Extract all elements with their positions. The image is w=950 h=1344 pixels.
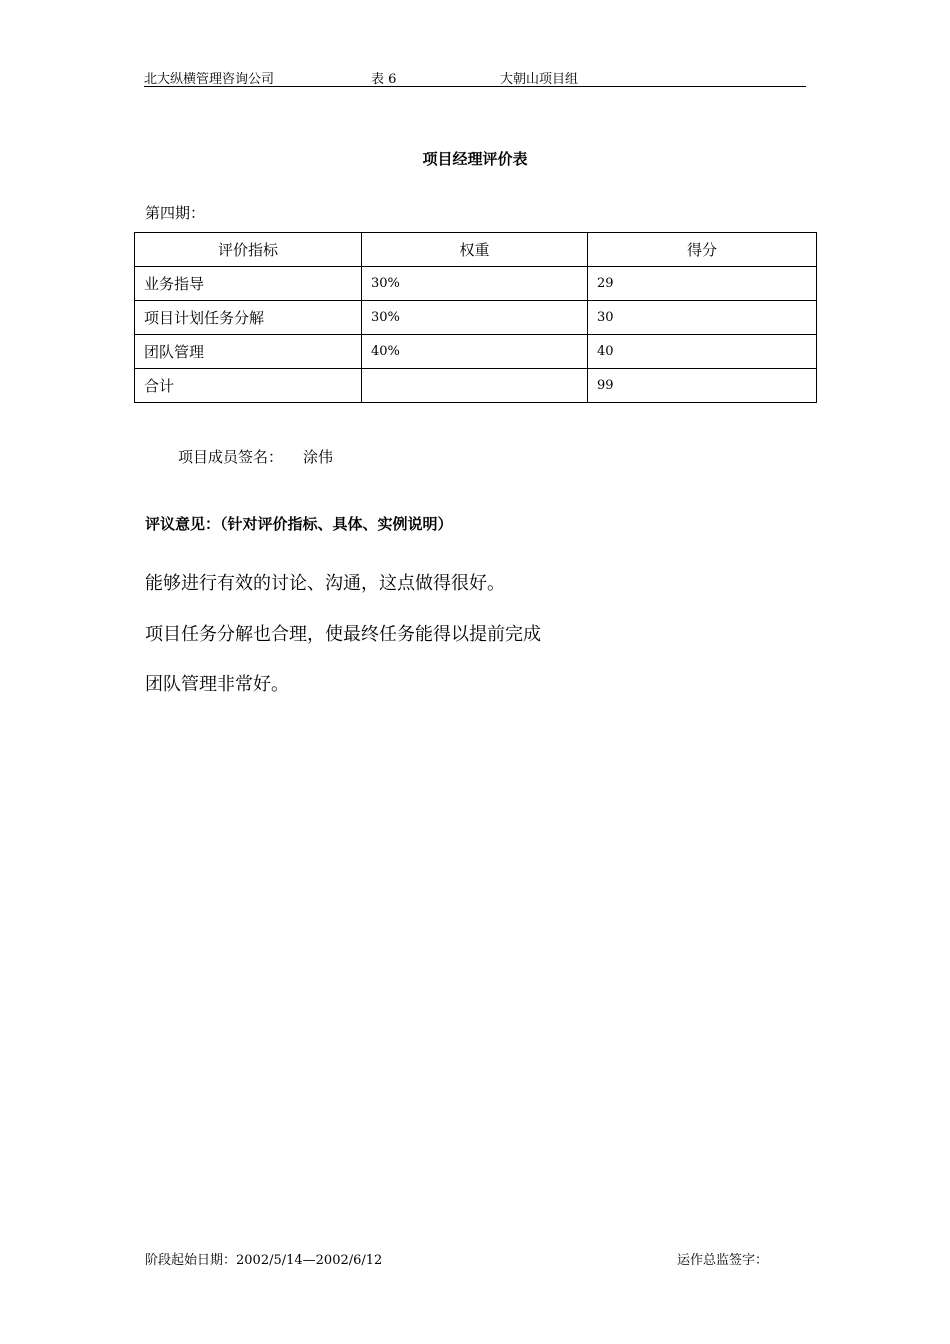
member-signature — [178, 446, 333, 467]
indicator-cell: 团队管理 — [135, 335, 362, 369]
footer-date-range: 阶段起始日期：2002/5/14—2002/6/12 — [145, 1253, 383, 1268]
indicator-cell: 合计 — [135, 369, 362, 403]
document-title: 项目经理评价表 — [422, 150, 528, 168]
weight-cell: 40% — [362, 335, 588, 369]
comment-line: 项目任务分解也合理，使最终任务能得以提前完成 — [145, 624, 541, 645]
comments-title: 评议意见：（针对评价指标、具体、实例说明） — [145, 515, 453, 533]
table-row-total — [135, 369, 817, 403]
comment-line: 团队管理非常好。 — [145, 674, 289, 695]
footer-director-signature: 运作总监签字： — [677, 1253, 769, 1268]
signature-name: 涂伟 — [303, 448, 334, 466]
header-project-group: 大朝山项目组 — [500, 72, 579, 87]
score-cell: 99 — [588, 369, 817, 403]
header-cell-weight: 权重 — [362, 233, 588, 267]
evaluation-table — [134, 232, 817, 403]
table-row — [135, 335, 817, 369]
weight-cell: 30% — [362, 267, 588, 301]
table-header-row — [135, 233, 817, 267]
score-cell: 40 — [588, 335, 817, 369]
table-row — [135, 301, 817, 335]
score-cell: 29 — [588, 267, 817, 301]
page-header — [144, 66, 806, 87]
header-cell-score: 得分 — [588, 233, 817, 267]
indicator-cell: 项目计划任务分解 — [135, 301, 362, 335]
header-table-number: 表 6 — [371, 72, 397, 87]
weight-cell — [362, 369, 588, 403]
score-cell: 30 — [588, 301, 817, 335]
signature-label: 项目成员签名： — [178, 448, 284, 466]
header-cell-indicator: 评价指标 — [135, 233, 362, 267]
indicator-cell: 业务指导 — [135, 267, 362, 301]
period-label: 第四期： — [145, 204, 206, 222]
header-company: 北大纵横管理咨询公司 — [144, 72, 275, 87]
weight-cell: 30% — [362, 301, 588, 335]
table-row — [135, 267, 817, 301]
comment-line: 能够进行有效的讨论、沟通，这点做得很好。 — [145, 573, 505, 594]
